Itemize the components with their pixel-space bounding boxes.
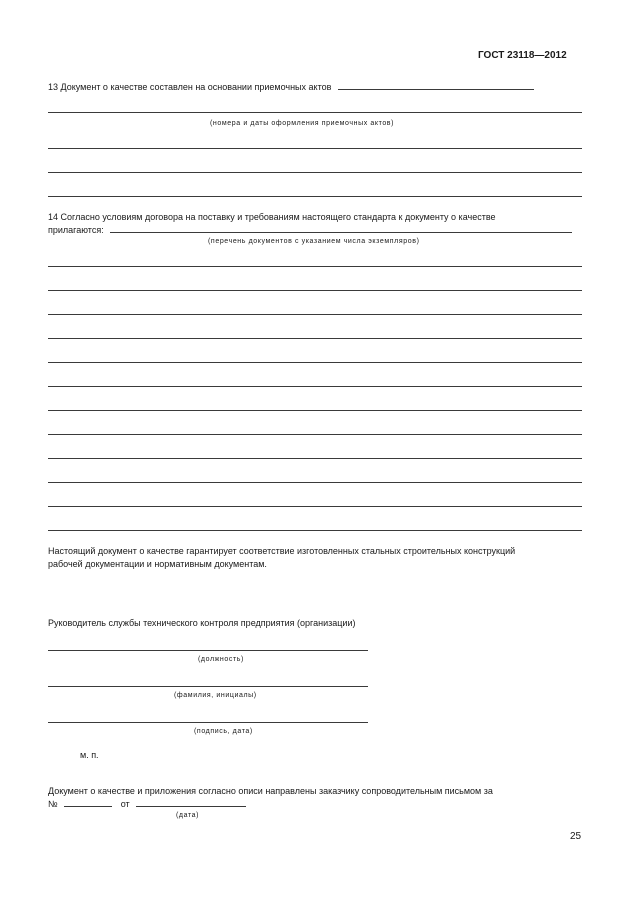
letter-date-field[interactable] xyxy=(136,797,246,807)
dispatch-text: Документ о качестве и приложения согласно описи направлены заказчику сопроводительным письмом за xyxy=(48,786,493,796)
acceptance-acts-line[interactable] xyxy=(48,196,582,197)
dispatch-number-row xyxy=(48,797,246,810)
attached-docs-line[interactable] xyxy=(48,362,582,363)
signature-heading: Руководитель службы технического контроля предприятия (организации) xyxy=(48,618,356,628)
section-14-text: 14 Согласно условиям договора на поставку и требованиям настоящего стандарта к документу о качестве xyxy=(48,212,496,222)
letter-number-field[interactable] xyxy=(64,797,112,807)
signature-caption: (подпись, дата) xyxy=(194,728,253,735)
section-13-text xyxy=(48,80,534,93)
attached-docs-line[interactable] xyxy=(48,458,582,459)
acceptance-acts-field[interactable] xyxy=(338,80,534,90)
attached-docs-field[interactable] xyxy=(110,223,572,233)
name-field[interactable] xyxy=(48,686,368,687)
attached-label: прилагаются: xyxy=(48,225,104,235)
attached-docs-line[interactable] xyxy=(48,410,582,411)
signature-field[interactable] xyxy=(48,722,368,723)
position-field[interactable] xyxy=(48,650,368,651)
attached-docs-line[interactable] xyxy=(48,290,582,291)
guarantee-text: Настоящий документ о качестве гарантирует соответствие изготовленных стальных строительных конструкций xyxy=(48,546,516,556)
attached-docs-line[interactable] xyxy=(48,530,582,531)
section-14-text-cont xyxy=(48,223,572,236)
acceptance-acts-caption: (номера и даты оформления приемочных актов) xyxy=(210,120,395,127)
from-label: от xyxy=(120,799,130,809)
stamp-label: м. п. xyxy=(80,750,99,760)
page-number: 25 xyxy=(570,831,582,842)
acceptance-acts-line[interactable] xyxy=(48,148,582,149)
attached-docs-line[interactable] xyxy=(48,506,582,507)
name-caption: (фамилия, инициалы) xyxy=(174,692,257,699)
date-caption: (дата) xyxy=(176,812,200,819)
attached-docs-line[interactable] xyxy=(48,314,582,315)
attached-docs-caption: (перечень документов с указанием числа экземпляров) xyxy=(208,238,420,245)
attached-docs-line[interactable] xyxy=(48,266,582,267)
standard-header: ГОСТ 23118—2012 xyxy=(478,50,567,61)
acceptance-acts-line[interactable] xyxy=(48,112,582,113)
attached-docs-line[interactable] xyxy=(48,482,582,483)
attached-docs-line[interactable] xyxy=(48,386,582,387)
attached-docs-line[interactable] xyxy=(48,434,582,435)
number-label: № xyxy=(48,799,58,809)
acceptance-acts-line[interactable] xyxy=(48,172,582,173)
attached-docs-line[interactable] xyxy=(48,338,582,339)
position-caption: (должность) xyxy=(198,656,244,663)
guarantee-text-cont: рабочей документации и нормативным документам. xyxy=(48,559,267,569)
section-13-label: 13 Документ о качестве составлен на основании приемочных актов xyxy=(48,82,332,92)
